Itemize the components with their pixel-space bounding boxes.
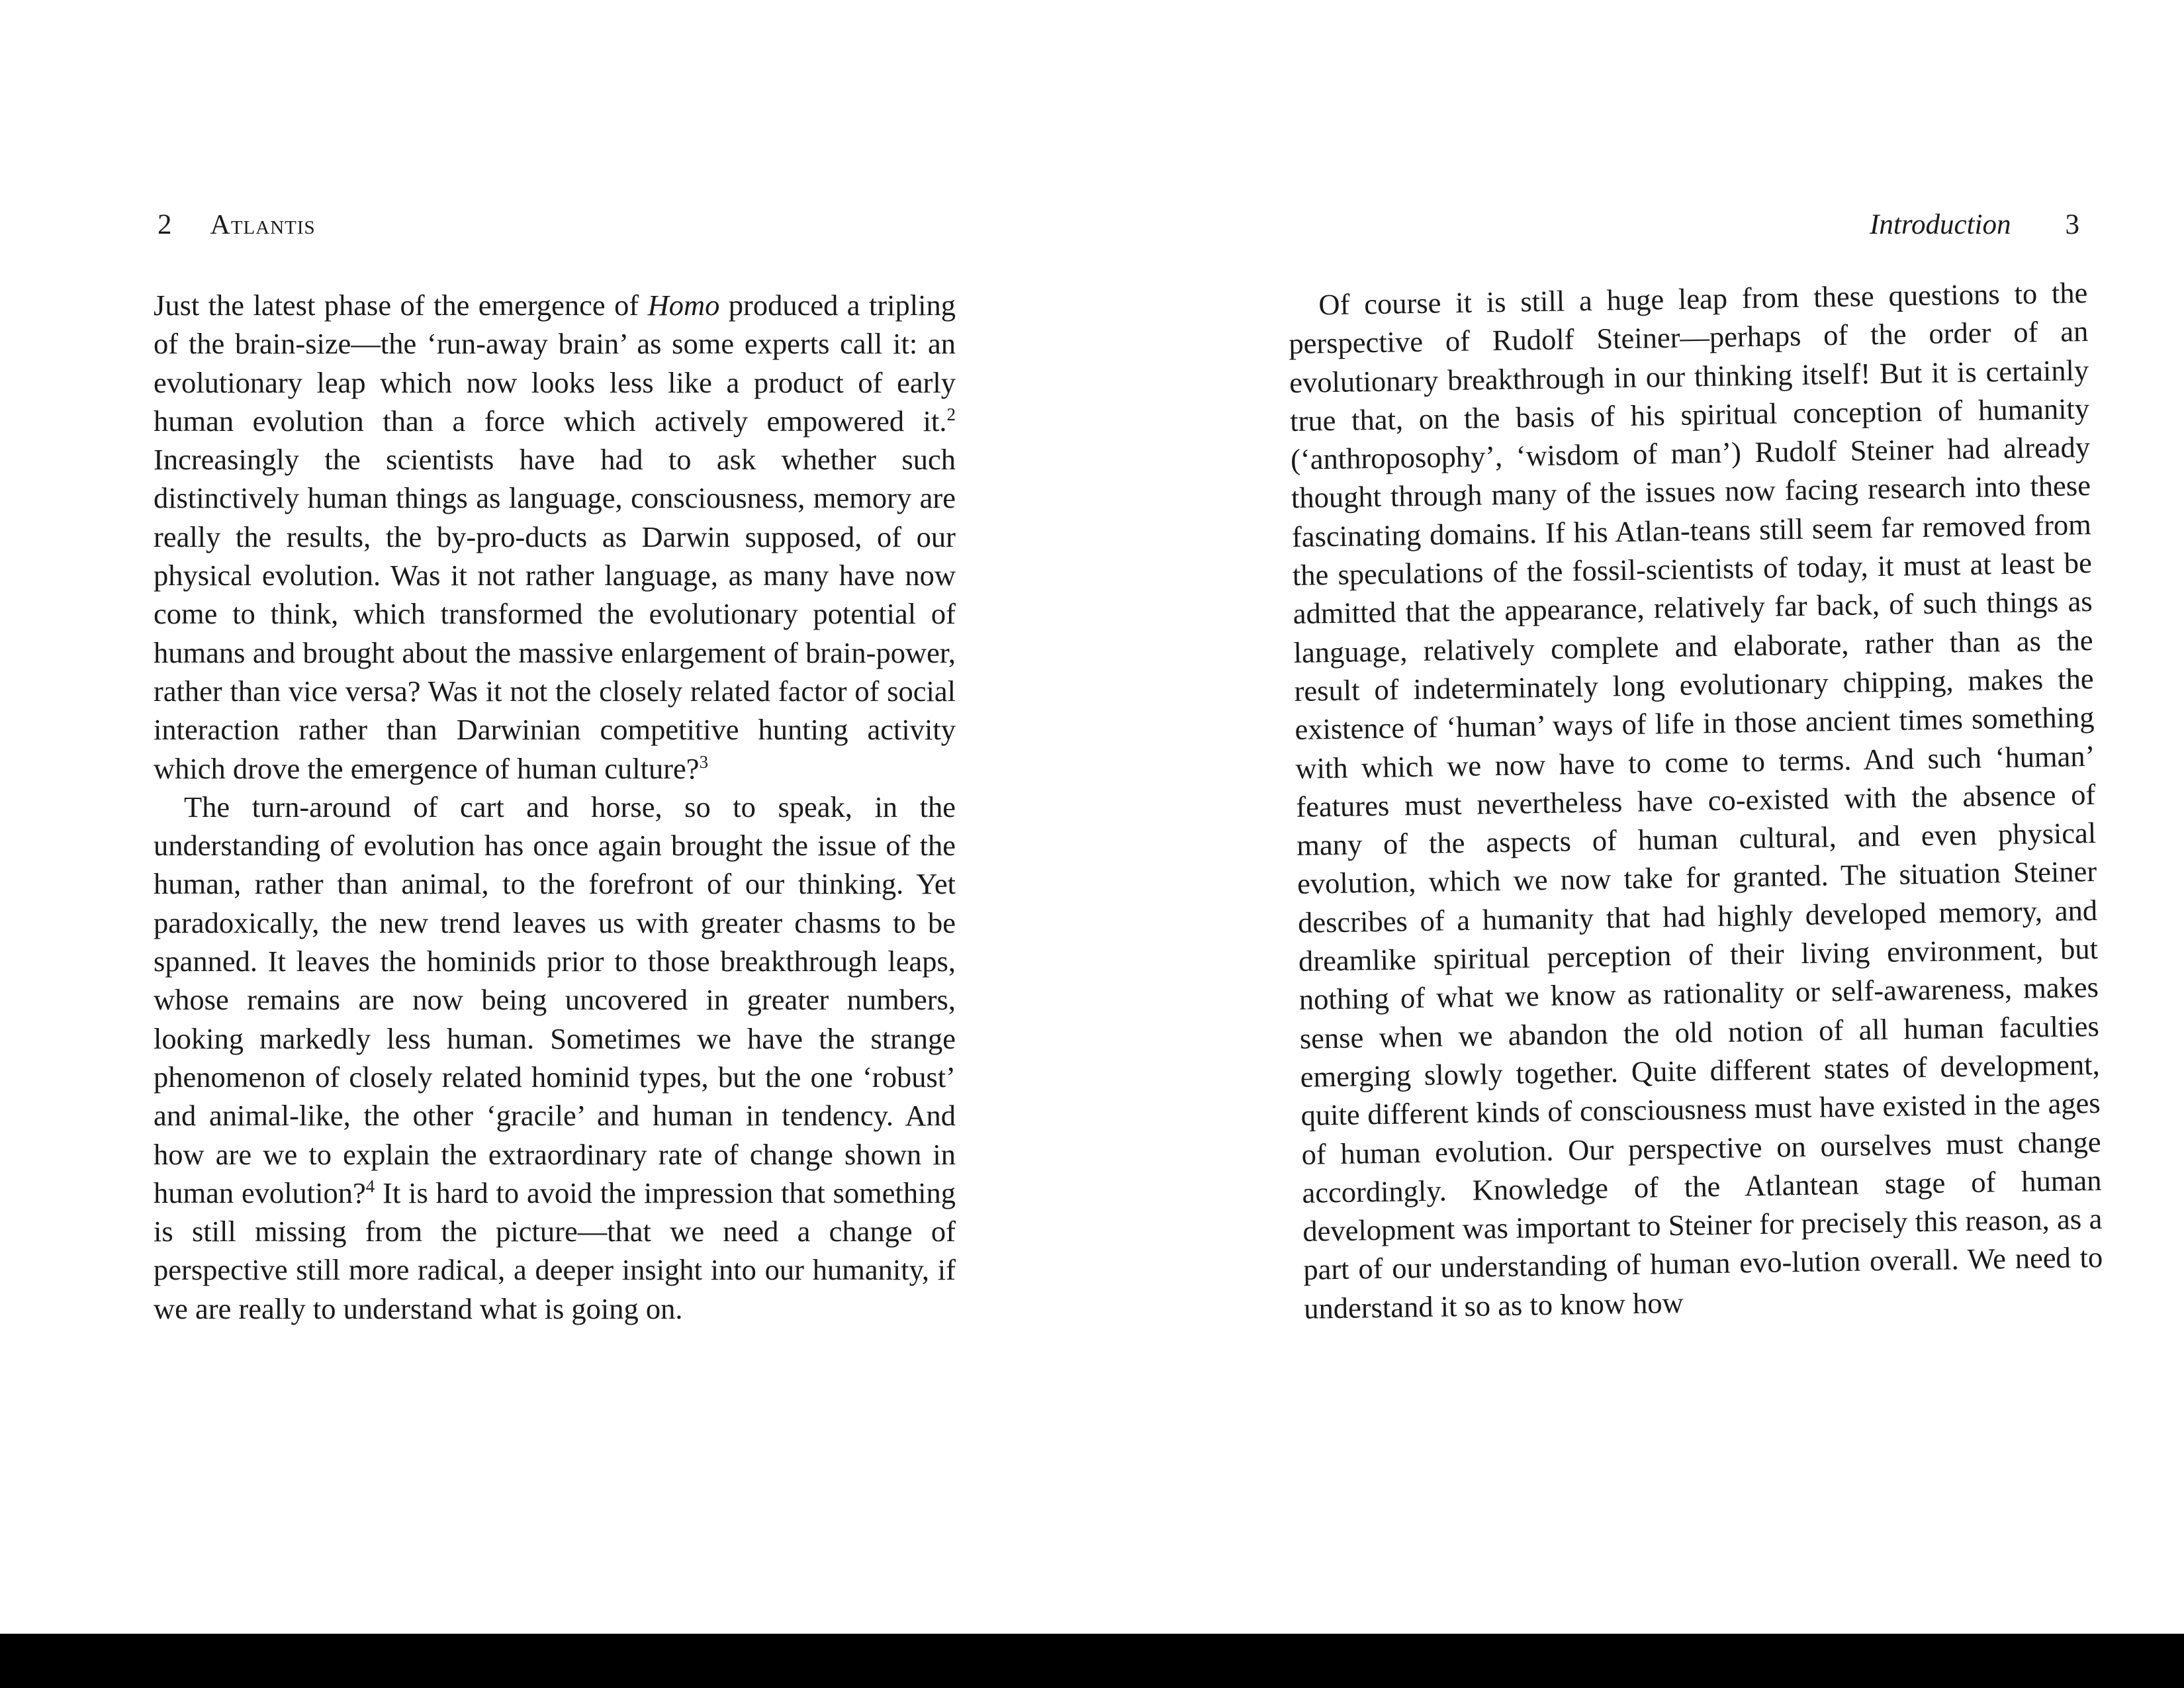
italic-text-run: Homo bbox=[647, 289, 720, 322]
left-page-number: 2 bbox=[158, 209, 172, 240]
left-running-head bbox=[158, 207, 316, 244]
right-running-title: Introduction bbox=[1870, 209, 2011, 240]
right-paragraph-1: Of course it is still a huge leap from these questions to the perspective of Rudolf Steiner—perhaps of the order of an evolutionary breakthrough in our thinking itself! But it is certainly true that, on the basis of his spiritual conception of humanity (‘anthroposophy’, ‘wisdom of man’) Rudolf Steiner had already thought through many of the issues now facing research into these fascinating domains. If his Atlan-teans still seem far removed from the speculations of the fossil-scientists of today, it must at least be admitted that the appearance, relatively far back, of such things as language, relatively complete and elaborate, rather than as the result of indeterminately long evolutionary chipping, makes the existence of ‘human’ ways of life in those ancient times something with which we now have to come to terms. And such ‘human’ features must nevertheless have co-existed with the absence of many of the aspects of human cultural, and even physical evolution, which we now take for granted. The situation Steiner describes of a humanity that had highly developed memory, and dreamlike spiritual perception of their living environment, but nothing of what we know as rationality or self-awareness, makes sense when we abandon the old notion of all human faculties emerging slowly together. Quite different states of development, quite different kinds of consciousness must have existed in the ages of human evolution. Our perspective on ourselves must change accordingly. Knowledge of the Atlantean stage of human development was important to Steiner for precisely this reason, as a part of our understanding of human evo-lution overall. We need to understand it so as to know how bbox=[1288, 276, 2103, 1325]
footnote-marker: 2 bbox=[946, 404, 956, 425]
left-page-text bbox=[154, 286, 956, 1328]
footnote-marker: 3 bbox=[699, 751, 709, 772]
text-run: Increasingly the scientists have had to ask whether such distinctively human things as language, consciousness, memory are really the results, the by-pro-ducts as Darwin supposed, of our physical evolution. Was it not rather language, as many have now come to think, which transformed the evolutionary potential of humans and brought about the massive enlargement of brain-power, rather than vice versa? Was it not the closely related factor of social interaction rather than Darwinian competitive hunting activity which drove the emergence of human culture? bbox=[154, 443, 956, 785]
text-run: produced a tripling of the brain-size—the ‘run-away brain’ as some experts call it: an evolutionary leap which now looks less like a product of early human evolution than a force which actively empowered it. bbox=[154, 289, 956, 438]
footnote-marker: 4 bbox=[365, 1176, 375, 1196]
text-run: The turn-around of cart and horse, so to speak, in the understanding of evolution has once again brought the issue of the human, rather than animal, to the forefront of our thinking. Yet paradoxically, the new trend leaves us with greater chasms to be spanned. It leaves the hominids prior to those breakthrough leaps, whose remains are now being uncovered in greater numbers, looking markedly less human. Sometimes we have the strange phenomenon of closely related hominid types, but the one ‘robust’ and animal-like, the other ‘gracile’ and human in tendency. And how are we to explain the extraordinary rate of change shown in human evolution? bbox=[154, 790, 956, 1209]
text-run: Just the latest phase of the emergence of bbox=[154, 289, 648, 322]
right-page-text bbox=[1288, 273, 2104, 1328]
left-paragraph-1 bbox=[154, 286, 956, 788]
right-running-head bbox=[1870, 207, 2079, 244]
text-run: It is hard to avoid the impression that something is still missing from the picture—that we need a change of perspective still more radical, a deeper insight into our humanity, if we are really to understand what is going on. bbox=[154, 1176, 956, 1325]
left-paragraph-2 bbox=[154, 788, 956, 1328]
scan-bottom-edge bbox=[0, 1634, 2184, 1688]
right-page-number: 3 bbox=[2065, 209, 2079, 240]
left-running-title: Atlantis bbox=[210, 210, 316, 240]
